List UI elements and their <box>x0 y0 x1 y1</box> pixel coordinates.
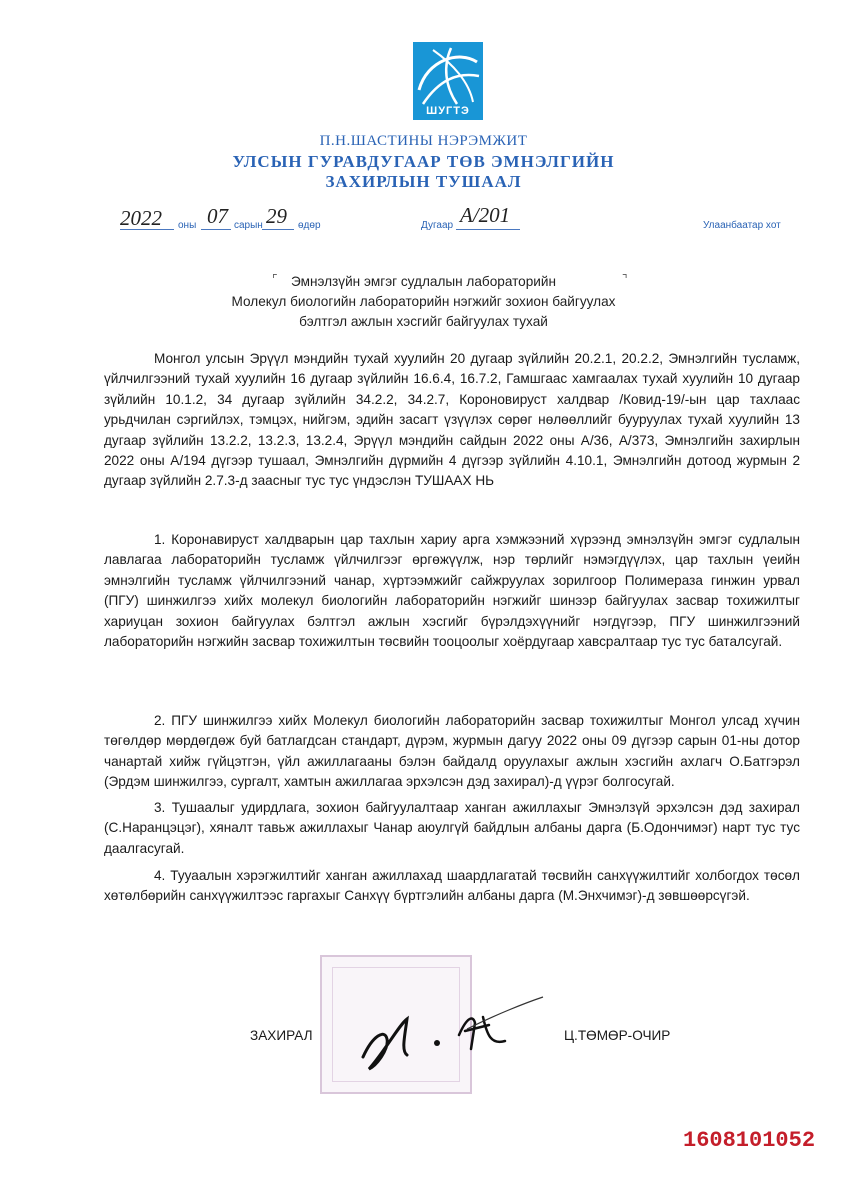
month-underline <box>201 229 231 230</box>
signatory-name: Ц.ТӨМӨР-ОЧИР <box>564 1028 671 1043</box>
header-line-1: П.Н.ШАСТИНЫ НЭРЭМЖИТ <box>319 133 528 149</box>
order-item-2-text: 2. ПГУ шинжилгээ хийх Молекул биологийн лабораторийн засвар тохижилтыг Монгол улсад хүчин төгөлдөр мөрдөгдөж буй батлагдсан стандарт, дүрэм, журмын дагуу 2022 оны 09 дүгээр сарын 01-ны дотор чанартай хийж гүйцэтгэн, үйл ажиллагааны бэлэн байдалд оруулахыг ажлын хэсгийн ахлагч О.Батгэрэл (Эрдэм шинжилгээ, сургалт, хамтын ажиллагаа эрхэлсэн дэд захирал)-д үүрэг болгосугай. <box>104 713 800 790</box>
number-label: Дугаар <box>421 220 454 231</box>
order-item-3-text: 3. Тушаалыг удирдлага, зохион байгуулалтаар ханган ажиллахыг Эмнэлзүй эрхэлсэн дэд захирал (С.Наранцэцэг), хяналт тавьж ажиллахыг Чанар аюулгүй байдлын албаны дарга (Б.Одончимэг) нарт тус тус даалгасугай. <box>104 800 800 856</box>
title-corner-left: ⌜ <box>272 272 278 286</box>
header-line-3: ЗАХИРЛЫН ТУШААЛ <box>325 172 522 191</box>
signatory-position: ЗАХИРАЛ <box>250 1028 313 1043</box>
order-item-4 <box>104 866 800 907</box>
hospital-logo <box>413 42 483 120</box>
preamble-paragraph <box>104 349 800 492</box>
order-day: 29 <box>266 204 287 228</box>
order-title-line-2: Молекул биологийн лабораторийн нэгжийг зохион байгуулах <box>231 294 616 309</box>
preamble-text: Монгол улсын Эрүүл мэндийн тухай хуулийн 20 дугаар зүйлийн 20.2.1, 20.2.2, Эмнэлгийн тусламж, үйлчилгээний тухай хуулийн 16 дугаар зүйлийн 16.6.4, 16.7.2, Гамшгаас хамгаалах тухай хуулийн 10 дугаар зүйлийн 10.1.2, 34 дугаар зүйлийн 34.2.2, 34.2.7, Короновируст халдвар /Ковид-19/-ын цар тахлаас урьдчилан сэргийлэх, тэмцэх, нийгэм, эдийн засагт үзүүлэх сөрөг нөлөөллийг бууруулах тухай хуулийн 13 дугаар зүйлийн 13.2.2, 13.2.3, 13.2.4, Эрүүл мэндийн сайдын 2022 оны А/36, А/373, Эмнэлгийн захирлын 2022 оны А/194 дүгээр тушаал, Эмнэлгийн дүрмийн 4 дүгээр зүйлийн 4.10.1, Эмнэлгийн дотоод журмын 2 дугаар зүйлийн 2.7.3-д заасныг тус тус үндэслэн ТУШААХ НЬ <box>104 351 800 489</box>
order-item-3 <box>104 798 800 859</box>
order-title-line-3: бэлтгэл ажлын хэсгийг байгуулах тухай <box>299 314 548 329</box>
serial-number: 1608101052 <box>683 1128 816 1153</box>
order-item-2 <box>104 711 800 793</box>
month-label: сарын <box>234 220 263 231</box>
order-month: 07 <box>207 204 228 228</box>
logo-text: ШУГТЭ <box>426 105 470 117</box>
header-line-2: УЛСЫН ГУРАВДУГААР ТӨВ ЭМНЭЛГИЙН <box>232 152 615 171</box>
city-label: Улаанбаатар хот <box>703 220 781 231</box>
year-label: оны <box>178 220 197 231</box>
order-number: А/201 <box>460 203 511 227</box>
day-underline <box>262 229 294 230</box>
handwritten-signature <box>355 995 545 1075</box>
order-item-1 <box>104 530 800 652</box>
order-title-line-1: Эмнэлзүйн эмгэг судлалын лабораторийн <box>291 274 556 289</box>
order-item-1-text: 1. Коронавируст халдварын цар тахлын хариу арга хэмжээний хүрээнд эмнэлзүйн эмгэг судлалын лавлагаа лабораторийн тусламж үйлчилгээг өргөжүүлж, нэр төрлийг нэмэгдүүлэх, цар тахлын үеийн эмнэлгийн тусламж үйлчилгээний чанар, хүртээмжийг сайжруулах зорилгоор Полимераза гинжин урвал (ПГУ) шинжилгээ хийх молекул биологийн лабораторийн нэгжийг шинээр байгуулах засвар тохижилтыг хариуцан зохион байгуулах бэлтгэл ажлын хэсгийг бүрэлдэхүүнийг нэгдүгээр, ПГУ шинжилгээний лабораторийн нэгжийн засвар тохижилтын төсвийн тооцоолыг хоёрдугаар хавсралтаар тус тус баталсугай. <box>104 532 800 650</box>
number-underline <box>456 229 520 230</box>
title-corner-right: ⌝ <box>622 272 628 286</box>
year-underline <box>120 229 174 230</box>
day-label: өдөр <box>298 220 321 231</box>
order-item-4-text: 4. Тууаалын хэрэгжилтийг ханган ажиллахад шаардлагатай төсвийн санхүүжилтийг холбогдох төсөл хөтөлбөрийн санхүүжилтээс гаргахыг Санхүү бүртгэлийн албаны дарга (М.Энхчимэг)-д зөвшөөрсүгэй. <box>104 868 800 904</box>
order-year: 2022 <box>120 206 162 230</box>
